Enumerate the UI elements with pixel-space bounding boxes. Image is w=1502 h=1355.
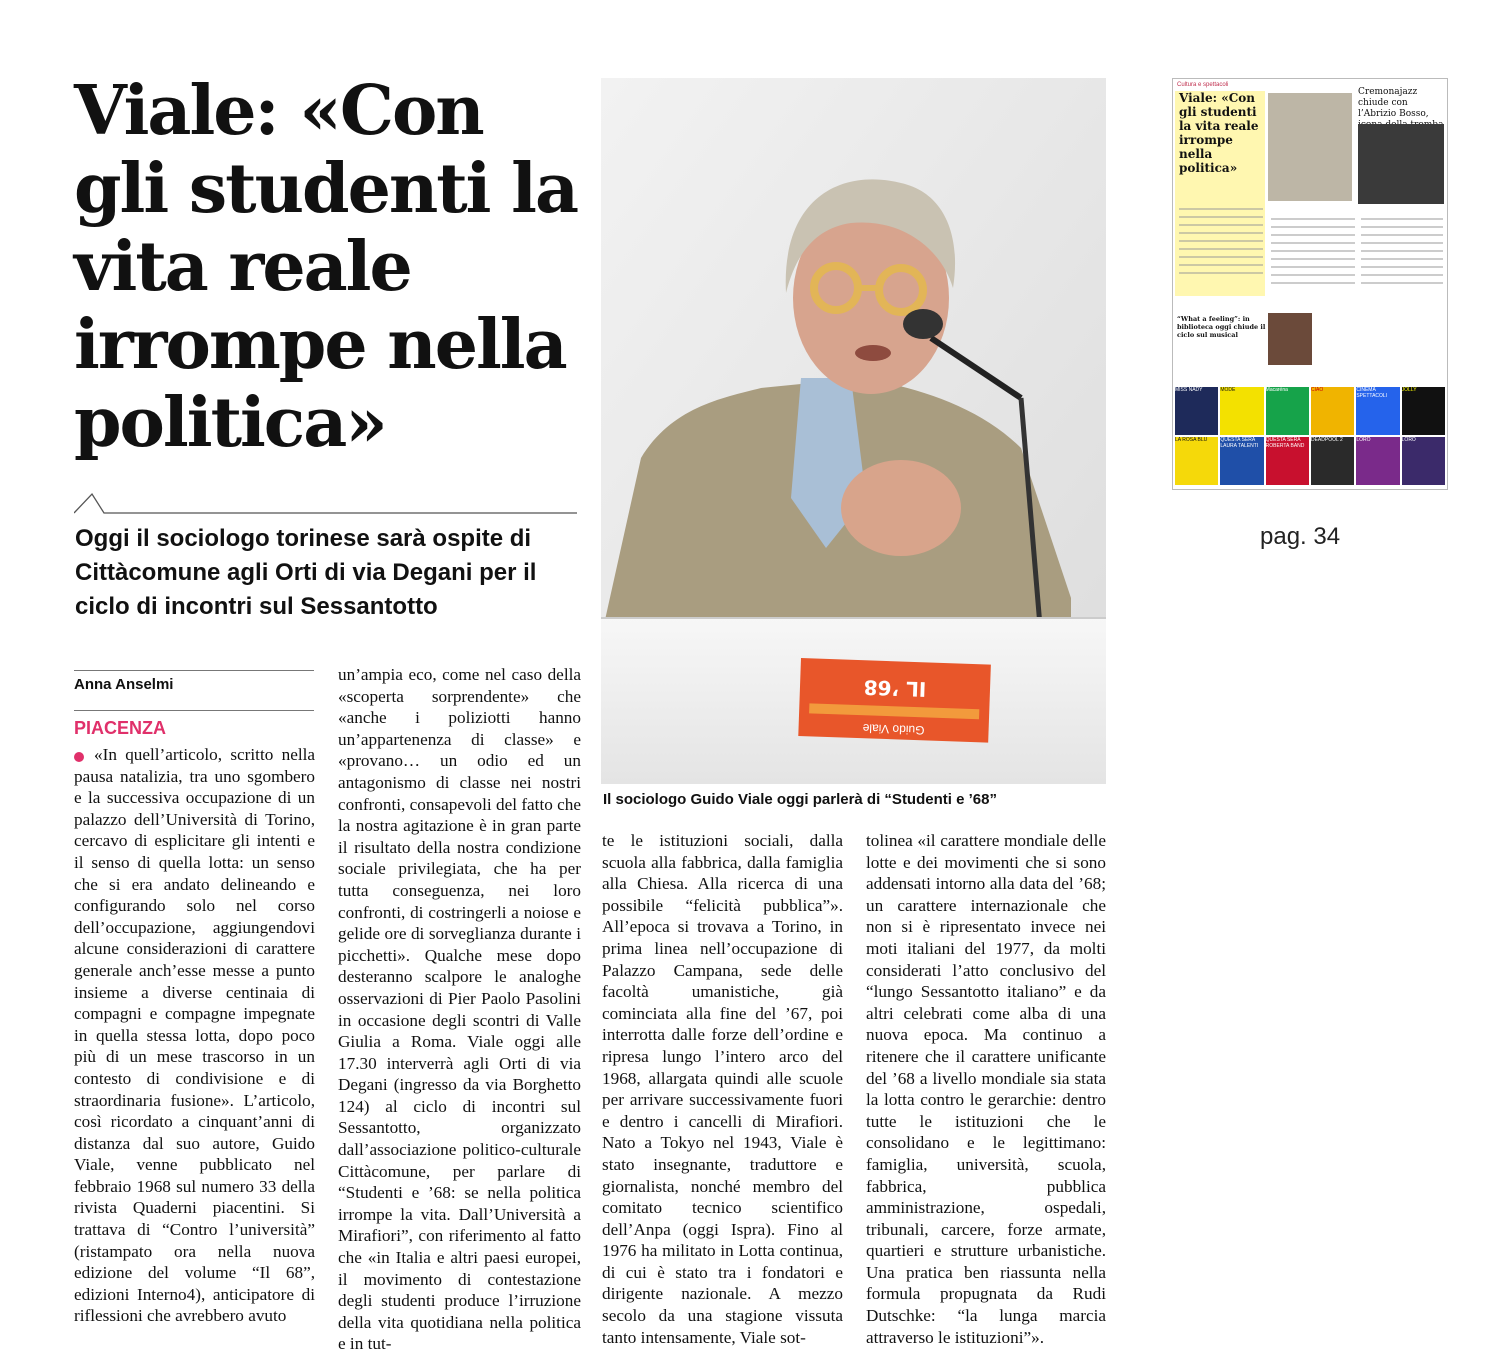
headline-divider — [74, 492, 577, 514]
thumb-ad: CIAO — [1311, 387, 1354, 435]
thumb-text-lines — [1175, 169, 1445, 309]
thumb-headline: Viale: «Con gli studenti la vita reale irrompe nella politica» — [1179, 91, 1259, 175]
body-column-3: te le istituzioni sociali, dalla scuola alla fabbrica, dalla famiglia alla Chiesa. Alla ricerca di una possibile “felicità pubblica”». All’epoca si trovava a Torino, in prima linea nell’occupazione di Palazzo Campana, sede delle facoltà umanistiche, già cominciata alla fine del ’67, poi interrotta dalle forze dell’ordine e ripresa lungo l’intero arco del 1968, allargata quindi alle scuole per arrivare successivamente fuori e dentro i cancelli di Mirafiori. Nato a Tokyo nel 1943, Viale è stato insegnante, traduttore e giornalista, nonché membro del comitato tecnico scientifico dell’Anpa (oggi Ispra). Fino al 1976 ha militato in Lotta continua, di cui è stato tra i fondatori e dirigente nazionale. A mezzo secolo da una stagione vissuta tanto intensamente, Viale sot- — [602, 831, 843, 1347]
page-reference: pag. 34 — [1260, 523, 1341, 550]
author-name: Anna Anselmi — [74, 676, 174, 693]
thumb-ad: LA ROSA BLU — [1175, 437, 1218, 485]
thumb-ad: MISS NADY — [1175, 387, 1218, 435]
thumb-ad: LORO — [1356, 437, 1399, 485]
byline-rule-top — [74, 670, 314, 671]
thumb-ad: JOLLY — [1402, 387, 1445, 435]
thumb-section-label: Cultura e spettacoli — [1177, 82, 1229, 88]
page-thumbnail[interactable] — [1172, 78, 1448, 490]
thumb-ad: MODE — [1220, 387, 1263, 435]
thumb-ad: QUESTA SERA ROBERTA BAND — [1266, 437, 1309, 485]
thumb-ad: Macaréna — [1266, 387, 1309, 435]
photo-caption: Il sociologo Guido Viale oggi parlerà di “Studenti e ’68” — [603, 791, 997, 808]
dateline-location: PIACENZA — [74, 718, 167, 738]
thumb-ad: QUESTA SERA LAURA TALENTI — [1220, 437, 1263, 485]
body-column-1: «In quell’articolo, scritto nella pausa natalizia, tra uno sgombero e la successiva occupazione di un palazzo dell’Università di Torino, cercavo di esplicitare gli intenti e il senso di quella lotta: un senso che si era andato delineando e configurando solo nel corso dell’occupazione, aggiungendovi alcune considerazioni di carattere generale anch’esse messe a punto insieme a diverse centinaia di compagni e compagne impegnate in quella stessa lotta, dopo poco più di un mese trascorso in un contesto di condivisione e di straordinaria fusione». L’articolo, così ricordato a cinquant’anni di distanza dal suo autore, Guido Viale, venne pubblicato nel febbraio 1968 sul numero 33 della rivista Quaderni piacentini. Si trattava di “Contro l’università” (ristampato ora nella nuova edizione del volume “Il 68”, edizioni Interno4), anticipatore di riflessioni che avrebbero avuto — [74, 745, 315, 1326]
thumb-photo-3 — [1268, 313, 1312, 365]
thumb-ad: DEADPOOL 2 — [1311, 437, 1354, 485]
book-cover-author: Guido Viale — [862, 721, 925, 738]
thumb-ad: LORO — [1402, 437, 1445, 485]
article-photo — [601, 78, 1106, 784]
thumb-bottom-headline: “What a feeling”: in biblioteca oggi chiude il ciclo sul musical — [1177, 315, 1266, 339]
thumb-ads-grid — [1175, 387, 1445, 485]
thumb-ad: CINEMA SPETTACOLI — [1356, 387, 1399, 435]
thumb-side-headline: Cremonajazz chiude con l’Abrizio Bosso, — [1358, 87, 1429, 119]
headline: Viale: «Con gli studenti la vita reale irrompe nella politica» — [74, 71, 578, 463]
photo-illustration — [601, 78, 1106, 784]
body-column-4: tolinea «il carattere mondiale delle lotte e dei movimenti che si sono addensati intorno alla data del ’68; un carattere internazionale che non si è ripresentato invece nei moti italiani del 1977, da molti considerati l’atto conclusivo del “lungo Sessantotto italiano” e da altri celebrati come alba di una nuova epoca. Ma continuo a ritenere che il carattere unificante del ’68 a livello mondiale sia stata la lotta contro le gerarchie: dentro tutte le istituzioni che le consolidano e le legittimano: famiglia, università, scuola, fabbrica, pubblica amministrazione, ospedali, tribunali, carcere, forze armate, quartieri e strutture urbanistiche. Una pratica ben riassunta nella formula propugnata da Rudi Dutschke: “la lunga marcia attraverso le istituzioni”». — [866, 831, 1106, 1347]
svg-text:IL ’68: IL ’68 — [863, 675, 927, 702]
body-column-2: un’ampia eco, come nel caso della «scoperta sorprendente» che «anche i poliziotti hanno un’appartenenza di classe» e «provano… un odio ed un antagonismo di classe nei nostri confronti, consapevoli del fatto che la nostra agitazione è in gran parte il risultato della nostra condizione sociale privilegiata, che ha per tutta conseguenza, nei loro confronti, di costringerli a noiose e gelide ore di sorveglianza durante i picchetti». Qualche mese dopo desteranno scalpore le analoghe osservazioni di Pier Paolo Pasolini in occasione degli scontri di Valle Giulia a Roma. Viale oggi alle 17.30 interverrà agli Orti di via Degani (ingresso da via Borghetto 124) al ciclo di incontri sul Sessantotto, organizzato dall’associazione politico-culturale Cittàcomune, per parlare di “Studenti e ’68: se nella politica irrompe la vita. Dall’Università a Mirafiori”, con riferimento al fatto che «in Italia e altri paesi europei, il movimento di contestazione degli studenti produce l’irruzione della vita quotidiana nella politica e in tut- — [338, 665, 581, 1354]
subheadline: Oggi il sociologo torinese sarà ospite di Cittàcomune agli Orti di via Degani per il ciclo di incontri sul Sessantotto — [75, 525, 537, 620]
byline-rule-bottom — [74, 710, 314, 711]
